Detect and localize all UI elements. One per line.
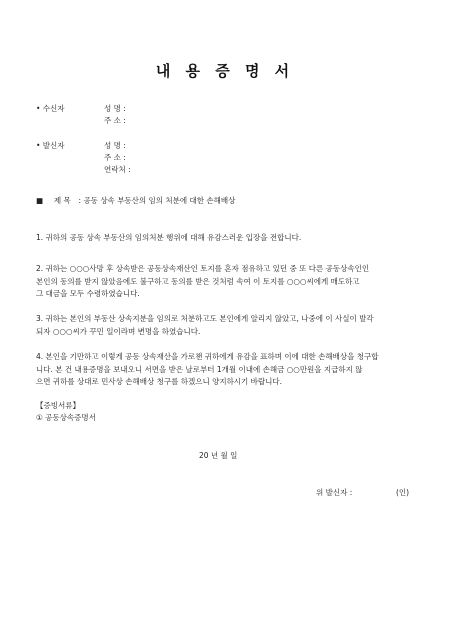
paragraph-line: 니다. 본 건 내용증명을 보내오니 서면을 받은 날로부터 1개월 이내에 손해금 ○○만원을 지급하지 않: [36, 364, 363, 374]
paragraph-line: 3. 귀하는 본인의 부동산 상속지분을 임의로 처분하고도 본인에게 알리지 않았고, 나중에 이 사실이 발각: [36, 314, 374, 323]
paragraph-line: 4. 본인을 기만하고 이렇게 공동 상속재산을 가로챈 귀하에게 유감을 표하며 이에 대한 손해배상을 청구합: [36, 352, 379, 361]
sender-contact-label: 연락처 :: [104, 165, 131, 174]
sender-name-label: 성 명 :: [104, 141, 126, 150]
paragraph-line: 본인의 동의를 받지 않았음에도 불구하고 동의를 받은 것처럼 속여 이 토지를 ○○○씨에게 매도하고: [36, 276, 360, 286]
subject-marker-icon: ■: [36, 196, 44, 205]
paragraph-3: [36, 313, 422, 338]
date-line: 20 년 월 일: [199, 451, 238, 460]
paragraph-2: [36, 263, 422, 301]
paragraph-line: 으면 귀하를 상대로 민사상 손해배상 청구를 하겠으니 양지하시기 바랍니다.: [36, 377, 283, 386]
paragraph-line: 되자 ○○○씨가 꾸민 일이라며 변명을 하였습니다.: [36, 326, 201, 336]
paragraph-line: 1. 귀하의 공동 상속 부동산의 임의처분 행위에 대해 유감스러운 입장을 전합니다.: [36, 233, 302, 242]
paragraph-4: [36, 351, 422, 389]
seal-mark: (인): [396, 488, 410, 497]
paragraph-line: 2. 귀하는 ○○○사망 후 상속받은 공동상속재산인 토지를 혼자 점유하고 있던 중 또 다른 공동상속인인: [36, 264, 370, 273]
sender-address-label: 주 소 :: [104, 153, 126, 162]
signature-label: 위 발신자 :: [316, 488, 353, 497]
recipient-heading: • 수신자: [36, 104, 65, 113]
document-title: 내 용 증 명 서: [155, 62, 295, 80]
evidence-heading: 【증빙서류】: [36, 401, 80, 410]
subject-label: 제 목: [53, 196, 71, 205]
subject-line: [36, 196, 235, 206]
paragraph-1: [36, 232, 422, 245]
subject-text: : 공동 상속 부동산의 임의 처분에 대한 손해배상: [78, 196, 236, 205]
paragraph-line: 그 대금을 모두 수령하였습니다.: [36, 289, 140, 298]
recipient-name-label: 성 명 :: [104, 104, 126, 113]
evidence-item: ① 공동상속증명서: [36, 413, 96, 422]
sender-heading: • 발신자: [36, 141, 65, 150]
recipient-address-label: 주 소 :: [104, 116, 126, 125]
